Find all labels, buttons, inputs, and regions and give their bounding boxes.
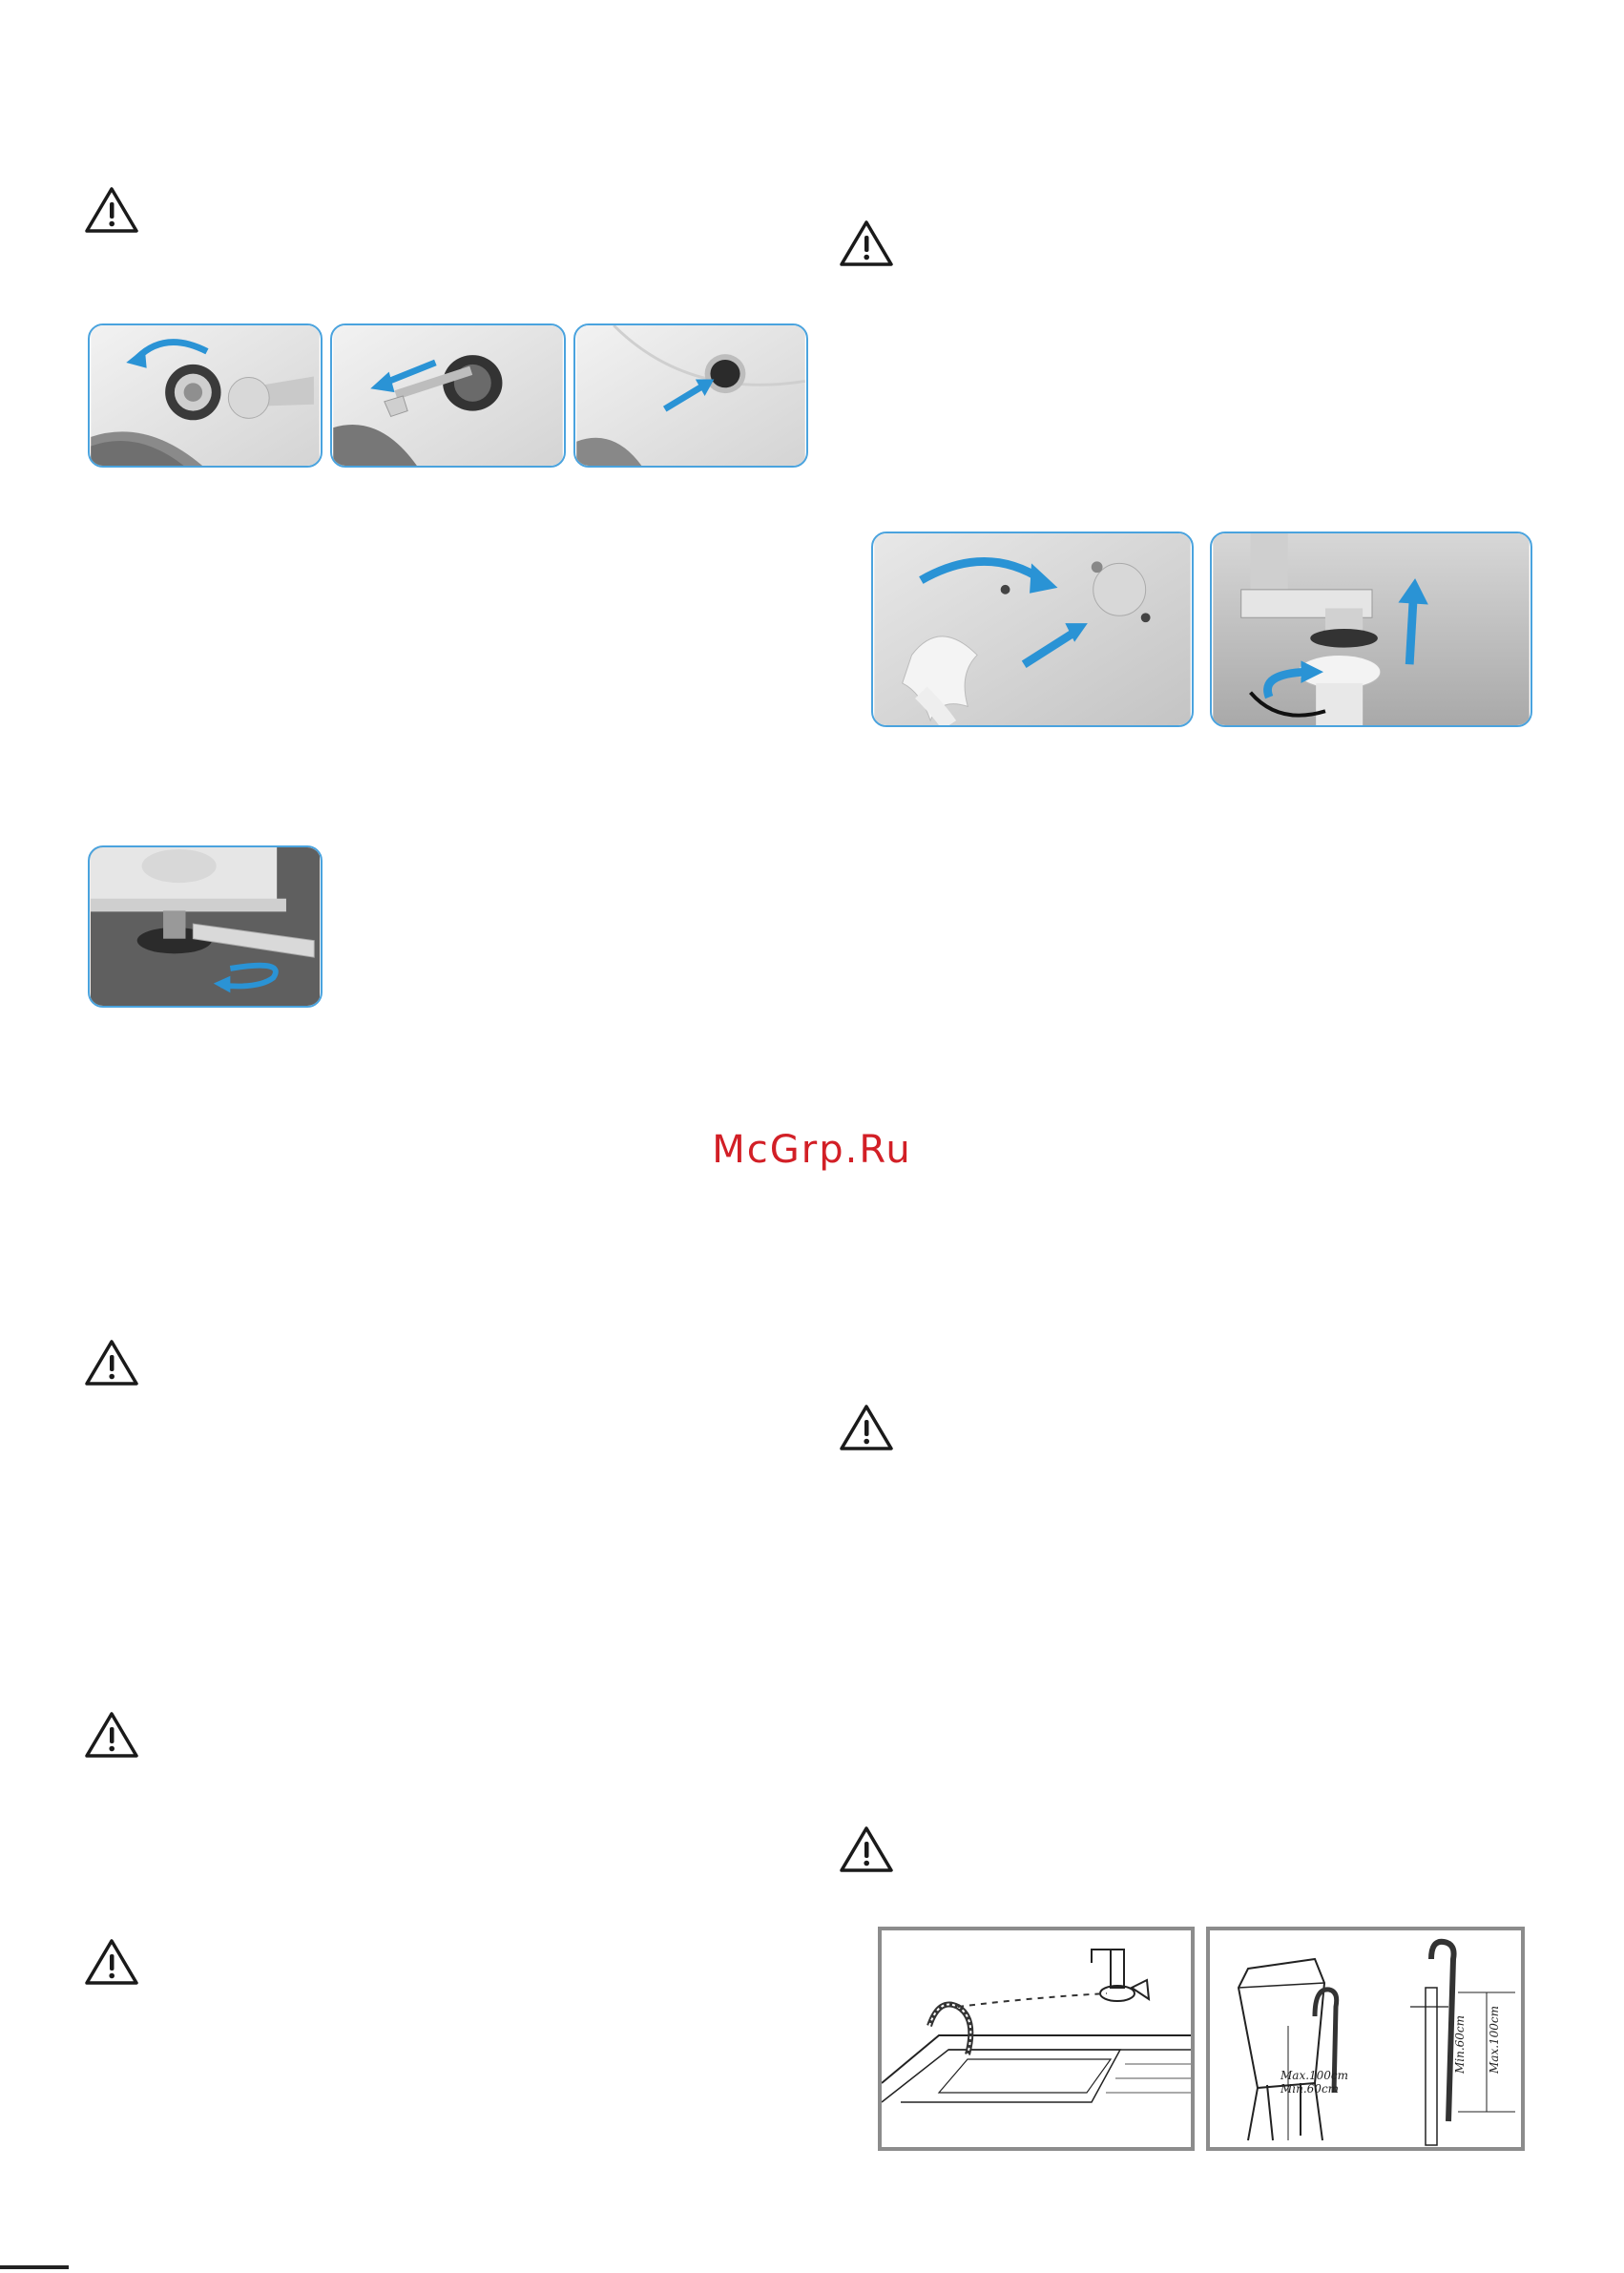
photo-connect-inlet-hose-to-tap: [1210, 532, 1532, 727]
watermark-text: McGrp.Ru: [712, 1128, 912, 1172]
warning-triangle-icon: [839, 1403, 894, 1452]
photo-insert-hole-cover: [573, 323, 808, 468]
warning-triangle-icon: [839, 1825, 894, 1874]
diagram-drain-hose-height-limits: [1206, 1927, 1525, 2151]
page-edge-bar: [0, 2265, 69, 2269]
photo-unscrew-transit-bolt: [88, 323, 323, 468]
hose-min-label: Min.60cm: [1453, 2014, 1467, 2074]
diagram-drain-hose-over-sink: [878, 1927, 1195, 2151]
warning-triangle-icon: [84, 185, 139, 235]
photo-pull-out-transit-bolt: [330, 323, 566, 468]
tub-min-label: Min.60cm: [1280, 2082, 1340, 2096]
warning-triangle-icon: [84, 1710, 139, 1760]
warning-triangle-icon: [84, 1338, 139, 1387]
warning-triangle-icon: [84, 1937, 139, 1987]
hose-max-label: Max.100cm: [1488, 2005, 1501, 2074]
tub-max-label: Max.100cm: [1280, 2069, 1349, 2082]
warning-triangle-icon: [839, 219, 894, 268]
photo-adjust-leveling-foot: [88, 845, 323, 1008]
photo-connect-inlet-hose-to-valve: [871, 532, 1194, 727]
